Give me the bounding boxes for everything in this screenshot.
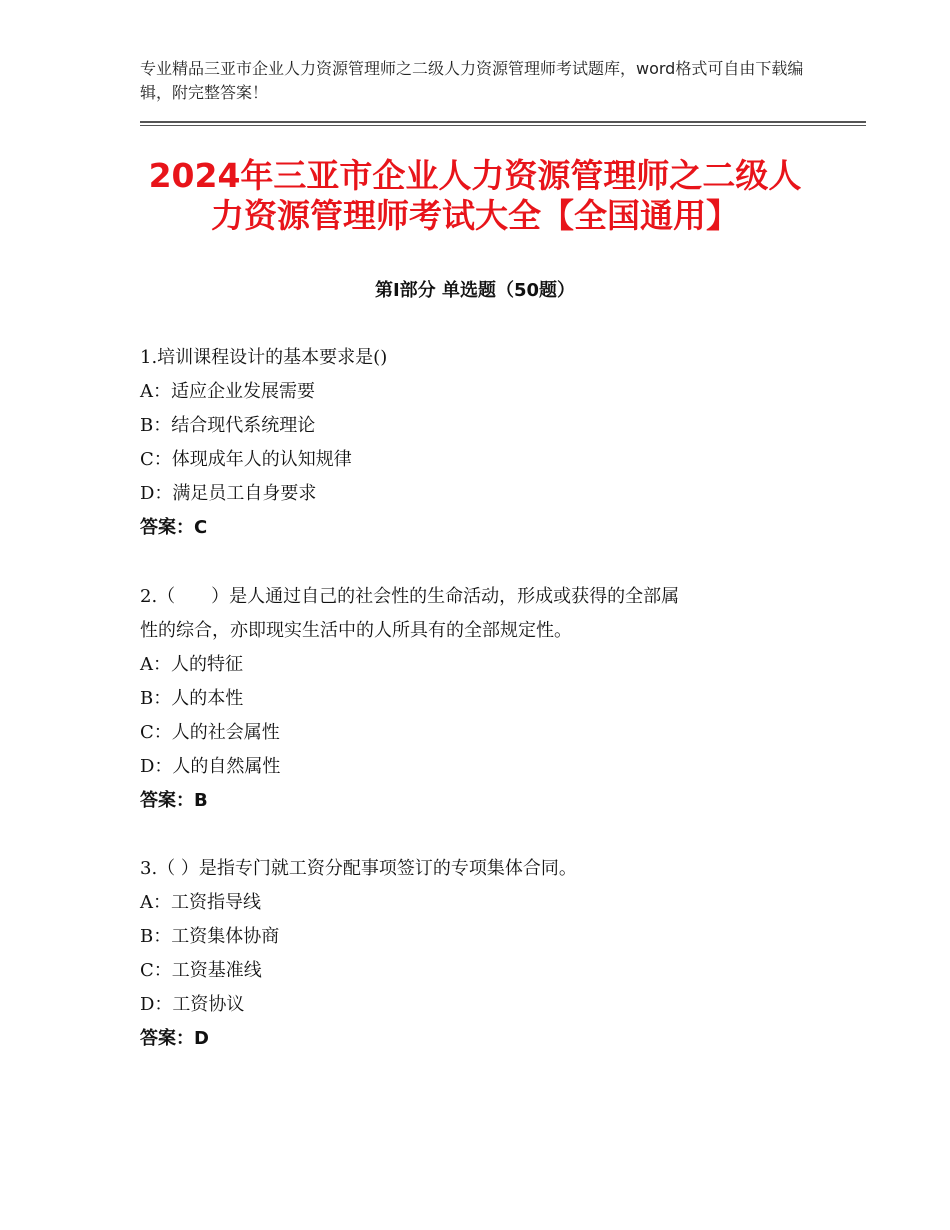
header-note: 专业精品三亚市企业人力资源管理师之二级人力资源管理师考试题库，word格式可自由下载编辑，附完整答案！ [140,59,804,102]
title-line-2: 力资源管理师考试大全【全国通用】 [211,196,739,235]
question-3-option-c: C：工资基准线 [140,960,262,981]
question-1 [140,341,820,545]
question-2 [140,580,820,818]
question-1-option-d: D：满足员工自身要求 [140,483,317,504]
question-1-stem: 1.培训课程设计的基本要求是() [140,347,388,368]
question-3-option-b: B：工资集体协商 [140,926,280,947]
section-title: 第Ⅰ部分 单选题（50题） [374,280,575,301]
question-1-option-b: B：结合现代系统理论 [140,415,316,436]
question-2-answer: 答案：B [140,790,208,811]
title-line-1: 2024年三亚市企业人力资源管理师之二级人 [148,156,802,195]
document-title [100,156,850,236]
question-3-option-d: D：工资协议 [140,994,245,1015]
question-1-option-a: A：适应企业发展需要 [140,381,315,402]
question-3-answer: 答案：D [140,1028,209,1049]
question-2-option-a: A：人的特征 [140,654,243,675]
question-1-option-c: C：体现成年人的认知规律 [140,449,352,470]
question-3 [140,852,820,1056]
question-2-option-b: B：人的本性 [140,688,244,709]
question-2-stem-line-1: 2.（ ）是人通过自己的社会性的生命活动，形成或获得的全部属 [140,586,680,607]
question-3-stem: 3.（ ）是指专门就工资分配事项签订的专项集体合同。 [140,858,577,879]
question-3-option-a: A：工资指导线 [140,892,261,913]
header-divider-thick [140,121,866,123]
question-2-stem-line-2: 性的综合，亦即现实生活中的人所具有的全部规定性。 [140,620,572,641]
question-1-answer: 答案：C [140,517,208,538]
question-2-option-d: D：人的自然属性 [140,756,281,777]
question-2-option-c: C：人的社会属性 [140,722,280,743]
header-divider-thin [140,125,866,126]
